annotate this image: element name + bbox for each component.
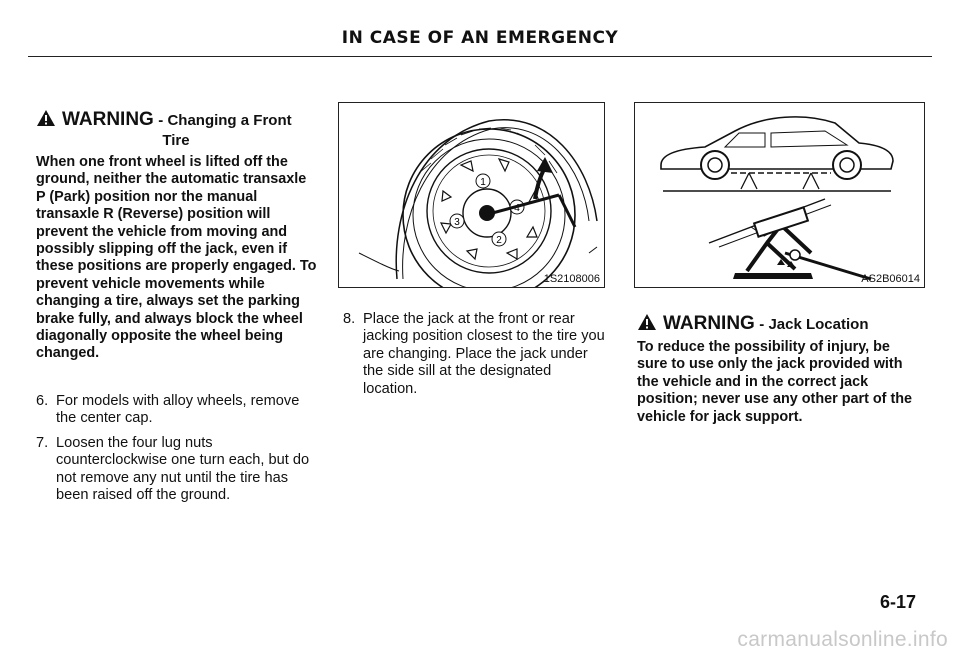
step-text: For models with alloy wheels, remove the center cap. [56,393,300,427]
warning-label: WARNING [663,313,755,334]
warning-title-line1: - Changing a Front [158,112,292,129]
step-number: 8. [343,311,356,327]
page-header: IN CASE OF AN EMERGENCY [341,28,619,48]
warning-jack-location-body: To reduce the possibility of injury, be sure to use only the jack provided with the vehicle and in the correct jack position; never use any other part of the vehicle for jack support. [637,339,913,425]
page-number: 6-17 [879,592,916,612]
steps-mid-list [343,311,608,405]
jack-illustration [635,103,924,287]
warning-title: - Jack Location [759,316,869,333]
wheel-figure [338,102,605,288]
figure-code: AS2B06014 [861,273,920,285]
list-item [36,393,318,428]
figure-code: 1S2108006 [543,273,600,285]
watermark: carmanualsonline.info [737,628,948,651]
warning-label: WARNING [62,109,154,130]
counterclockwise-arrow-icon [537,157,553,173]
warning-front-tire-heading [36,109,316,149]
warning-triangle-icon [637,313,657,331]
scissor-jack-icon [733,207,871,279]
warning-jack-location-heading [637,313,927,335]
lug-nut-4-label: 4 [514,203,520,214]
warning-triangle-icon [36,109,56,127]
lug-nut-3-label: 3 [454,217,460,228]
lug-nut-1-label: 1 [480,177,486,188]
lug-nut-2-label: 2 [496,235,502,246]
wheel-illustration [339,103,604,287]
list-item [343,311,608,398]
header-rule [28,56,932,57]
warning-title-line2: Tire [162,132,190,149]
jack-figure [634,102,925,288]
step-text: Place the jack at the front or rear jacking position closest to the tire you are changing. Place the jack under the side sill at the designated location. [363,311,605,397]
step-number: 6. [36,393,49,409]
list-item [36,435,318,505]
steps-left-list [36,393,318,511]
step-number: 7. [36,434,49,451]
step-text: Loosen the four lug nuts counterclockwise one turn each, but do not remove any nut until the tire has been raised off the ground. [56,434,310,504]
warning-front-tire-body: When one front wheel is lifted off the ground, neither the automatic transaxle P (Park) position nor the manual transaxle R (Reverse) position will prevent the vehicle from moving and possibly slipping off the jack, even if these positions are properly engaged. To prevent vehicle movements while changing a tire, always set the parking brake fully, and always block the wheel diagonally opposite the wheel being changed. [36,154,317,362]
